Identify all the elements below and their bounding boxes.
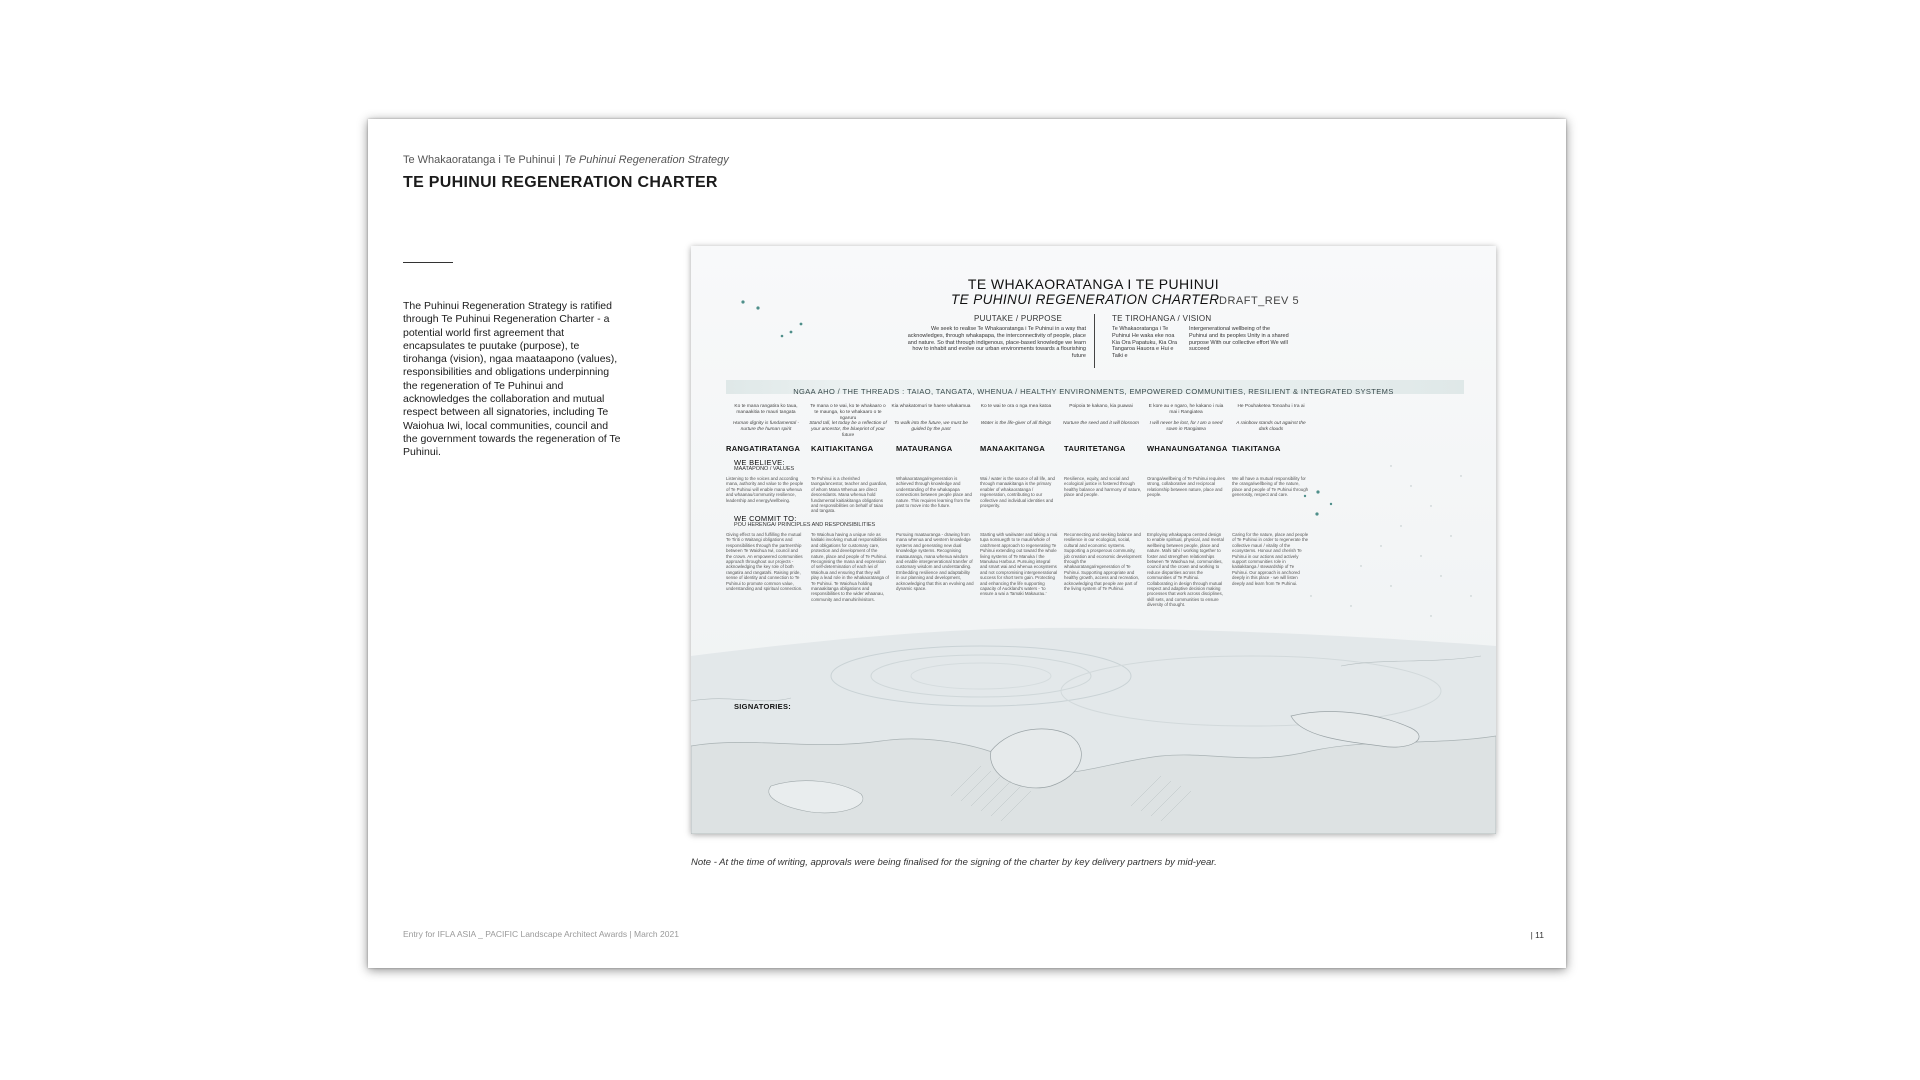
intro-paragraph: The Puhinui Regeneration Strategy is ratified through Te Puhinui Regeneration Charter - a potential world first agreement that encapsulates te puutake (purpose), te tirohanga (vision), ngaa maataapono (values), responsibilities and obligations underpinning the regeneration of Te Puhinui and acknowledges the collaboration and mutual respect between all signatories, including Te Waiohua Iwi, local communities, council and the government towards the regeneration of Te Puhinui.: [403, 300, 621, 459]
column-translation: Water is the life-giver of all things: [980, 421, 1052, 426]
commit-text: Starting with wai/water and taking a mai tupa nonsuegth to te mauri/whole of catchment approach to regenerating Te Puhinui extending out toward the whole living systems of Te Manuka / the Manukau Harbour. Pursuing integral and smart wai and whenua ecosystems and not compromising intergenerational success for short term gain. Protecting and enhancing the life supporting capacity of Auckland's waters - 'to ensure a wai a Tamaki Makaurau.': [980, 532, 1058, 597]
column-translation: To walk into the future, we must be guided by the past: [894, 421, 968, 432]
column-heading: MATAURANGA: [896, 444, 953, 453]
column-motto: E kore au e ngaro, he kakano i ruia mai i Rangiatea: [1148, 404, 1224, 415]
commit-text: Giving effect to and fulfilling the mutual Te Tiriti o Waitangi obligations and responsibilities through the partnership between Te Waiohua Iwi, council and the crown. An empowered communities approach throughout our projects - acknowledging the key role of both rangatira and rangatahi. Raising pride, sense of identity and connection to Te Puhinui to promote common value, understanding and spiritual connection.: [726, 532, 803, 592]
column-heading: RANGATIRATANGA: [726, 444, 801, 453]
page-number: | 11: [1530, 930, 1544, 940]
charter-subtitle: TE PUHINUI REGENERATION CHARTER: [951, 292, 1220, 307]
page-title: TE PUHINUI REGENERATION CHARTER: [403, 174, 718, 191]
signatories-label: SIGNATORIES:: [734, 702, 792, 711]
commit-sublabel: POU HERENGA/ PRINCIPLES AND RESPONSIBILITIES: [734, 522, 876, 528]
vision-maori: Te Whakaoratanga i Te Puhinui He waka eke noa Kia Ora Papatuku, Kia Ora Tangaroa Hauora e Hui e Taiki e: [1112, 326, 1178, 360]
column-motto: Poipoia te kakano, kia puawai: [1069, 404, 1133, 409]
commit-text: Pursuing maatauranga - drawing from mana whenua and western knowledge systems and generating new dual knowledge systems. Recognising maatauranga, mana whenua wisdom and enable intergenerational transfer of customary wisdom and understanding. Embedding resilience and adaptability in our planning and development, acknowledging that this an evolving and dynamic space.: [896, 532, 974, 592]
column-translation: A rainbow stands out against the dark clouds: [1236, 421, 1306, 432]
column-motto: Kia whakatomuri te haere whakamua: [891, 404, 971, 409]
charter-draft-label: DRAFT_REV 5: [1219, 295, 1300, 307]
believe-sublabel: MAATAPONO / VALUES: [734, 466, 795, 472]
commit-text: Employing whakapapa centred design to enable spiritual, physical, and mental wellbeing between people, place and nature. Mahi tahi / working together to foster and strengthen relationships between Te Waiohua Iwi, communities, council and the crown and working to reduce disparities across the communities of Te Puhinui. Collaborating in design through mutual respect and adaptive decision making processes that work across disciplines, skill sets, and communities to ensure diversity of thought.: [1147, 532, 1224, 608]
column-translation: Nurture the seed and it will blossom: [1063, 421, 1139, 426]
column-motto: Ko te mana rangatira ko taua, manaakitia te mauri tangata: [734, 404, 798, 415]
vision-label: TE TIROHANGA / VISION: [1112, 314, 1212, 323]
column-translation: Stand tall, let today be a reflection of your ancestor, the blueprint of your future: [809, 421, 887, 438]
running-header: [403, 154, 729, 166]
running-header-subtitle: Te Puhinui Regeneration Strategy: [564, 154, 729, 166]
believe-text: Wai / water is the source of all life, and through manaakitanga is the primary enabler of whakaoratanga / regeneration, contributing to our collective and individual identities and prosperity.: [980, 476, 1055, 509]
purpose-label: PUUTAKE / PURPOSE: [974, 314, 1063, 323]
purpose-vision-divider: [1094, 314, 1095, 368]
column-heading: TAURITETANGA: [1064, 444, 1126, 453]
column-motto: Te mana o te wai, ko te whakaaro o te maunga, ko te whakaaro o te ngaruru: [810, 404, 886, 421]
commit-text: Reconnecting and seeking balance and resilience in our ecological, social, cultural and economic systems. Supporting a prosperous community, job creation and economic development through the whakaoratanga/regeneration of Te Puhinui. Supporting appropriate and healthy growth, access and recreation, acknowledging that people are part of the living system of Te Puhinui.: [1064, 532, 1142, 592]
column-heading: WHANAUNGATANGA: [1147, 444, 1228, 453]
vision-english: Intergenerational wellbeing of the Puhinui and its peoples Unity in a shared purpose With our collective effort We will succeed: [1189, 326, 1289, 353]
document-page: [368, 119, 1566, 968]
column-motto: Ko te wai te ora o nga mea katoa: [980, 404, 1052, 409]
believe-text: Te Puhinui is a cherished taonga/ancestor, teacher and guardian, of whom Mana Whenua are direct descendants. Mana whenua hold fundamental kaitiakitanga obligations and responsibilities on behalf of taiao and tangata.: [811, 476, 888, 514]
charter-title: TE WHAKAORATANGA I TE PUHINUI: [967, 276, 1220, 292]
charter-figure: [691, 246, 1496, 834]
believe-text: Listening to the voices and according mana, authority and value to the people of Te Puhinui will enable mana whenua and whaanau/community resilience, leadership and energy/wellbeing.: [726, 476, 804, 503]
page-footer: Entry for IFLA ASIA _ PACIFIC Landscape Architect Awards | March 2021: [403, 929, 679, 939]
believe-text: Oranga/wellbeing of Te Puhinui requires strong, collaborative and reciprocal relationship between nature, place and people.: [1147, 476, 1225, 498]
column-heading: TIAKITANGA: [1232, 444, 1281, 453]
commit-label: WE COMMIT TO:: [734, 514, 797, 523]
column-motto: He Pouhaketea Tonoahu i Ira ai: [1237, 404, 1305, 409]
column-heading: KAITIAKITANGA: [811, 444, 874, 453]
column-translation: Human dignity is fundamental - nurture the human spirit: [732, 421, 800, 432]
column-translation: I will never be lost, for I am a seed sown in Rangiatea: [1149, 421, 1223, 432]
purpose-text: We seek to realise Te Whakaoratanga i Te Puhinui in a way that acknowledges, through whakapapa, the interconnectivity of people, place and nature. So that through indigenous, place-based knowledge we learn how to inhabit and evolve our urban environments towards a flourishing future: [907, 326, 1086, 360]
believe-text: Whakaoratanga/regeneration is achieved through knowledge and understanding of the whakapapa connections between people place and nature. This requires learning from the past to move into the future.: [896, 476, 972, 509]
believe-label: WE BELIEVE:: [734, 458, 785, 467]
threads-band-text: NGAA AHO / THE THREADS : TAIAO, TANGATA, WHENUA / HEALTHY ENVIRONMENTS, EMPOWERED COMMUNITIES, RESILIENT & INTEGRATED SYSTEMS: [793, 387, 1394, 396]
running-header-text: Te Whakaoratanga i Te Puhinui |: [403, 154, 565, 166]
divider: [403, 262, 453, 263]
commit-text: Te Waiohua having a unique role as kaitiaki involving mutual responsibilities and obligations for customary care, protection and development of the nature, place and people of Te Puhinui. Recognising the mana and expression of self-determination of each iwi of Waiohua and ensuring that they will play a lead role in the whakaoratanga of Te Puhinui. Te Waiohua holding manaakitanga obligations and responsibilities to the wider whaanau, community and manuhiri/visitors.: [811, 532, 889, 602]
commit-text: Caring for the nature, place and people of Te Puhinui in order to regenerate the collective mauri / vitality of the ecosystems. Honour and cherish Te Puhinui in our actions and actively support communities role in kaitiakitanga / stewardship of Te Puhinui. Our approach is anchored deeply in this place - we will listen deeply and learn from Te Puhinui.: [1232, 532, 1309, 586]
column-heading: MANAAKITANGA: [980, 444, 1046, 453]
believe-text: We all have a mutual responsibility for the oranga/wellbeing of the nature, place and people of Te Puhinui through generosity, respect and care.: [1232, 476, 1309, 498]
believe-text: Resilience, equity, and social and ecological justice is fostered through healthy balance and harmony of nature, place and people.: [1064, 476, 1142, 498]
figure-note: Note - At the time of writing, approvals were being finalised for the signing of the charter by key delivery partners by mid-year.: [691, 857, 1217, 868]
